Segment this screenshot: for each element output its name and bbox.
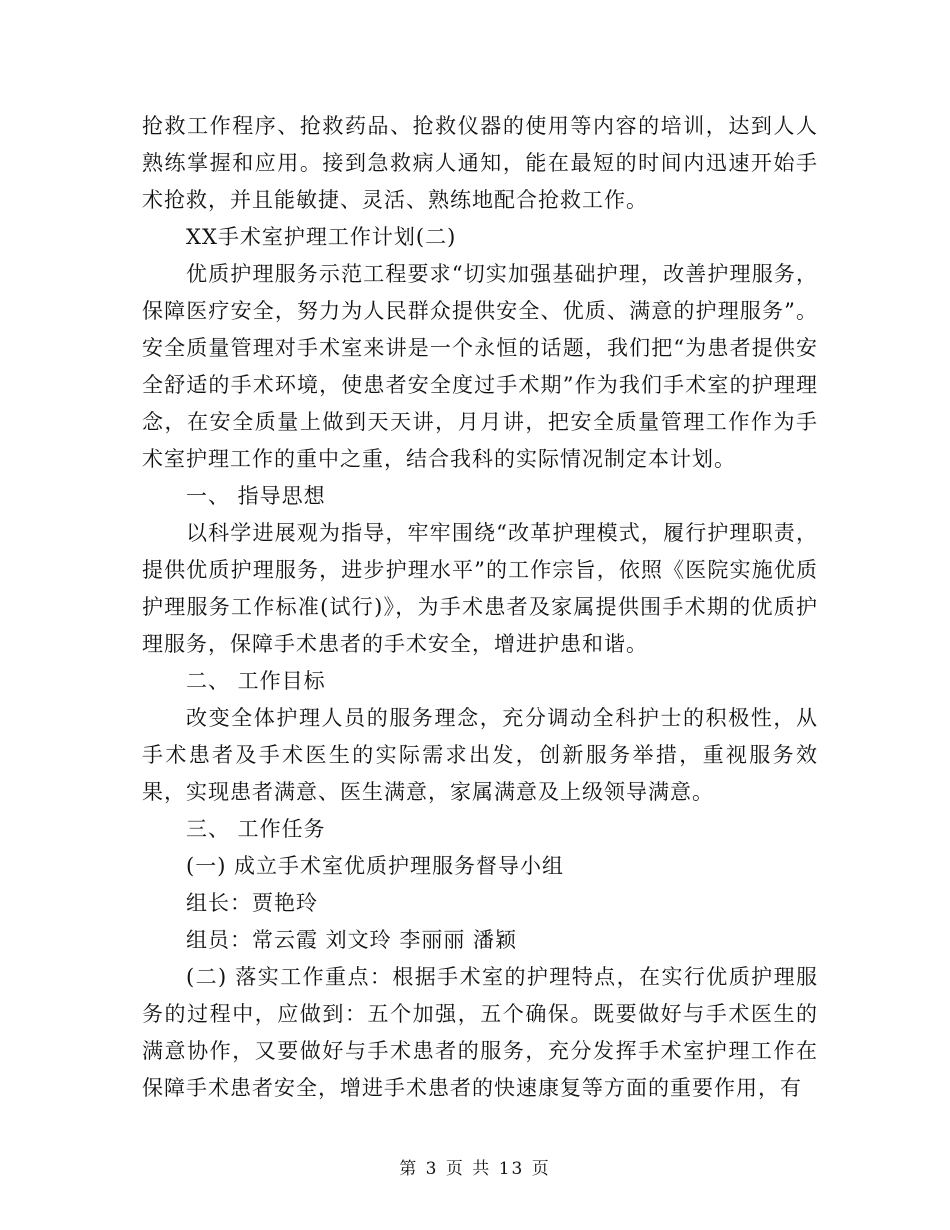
paragraph-continuation: 抢救工作程序、抢救药品、抢救仪器的使用等内容的培训，达到人人熟练掌握和应用。接到急救病人通知，能在最短的时间内迅速开始手术抢救，并且能敏捷、灵活、熟练地配合抢救工作。 [142,114,818,212]
page-footer: 第 3 页 共 13 页 [399,1159,551,1179]
heading-work-task: 三、 工作任务 [186,817,326,841]
heading-work-goal: 二、 工作目标 [186,669,326,693]
group-leader-line: 组长：贾艳玲 [186,891,318,915]
paragraph-guiding-thought: 以科学进展观为指导，牢牢围绕“改革护理模式，履行护理职责，提供优质护理服务，进步护理水平”的工作宗旨，依照《医院实施优质护理服务工作标准(试行)》，为手术患者及家属提供围手术期的优质护理服务，保障手术患者的手术安全，增进护患和谐。 [142,521,818,656]
group-members-line: 组员：常云霞 刘文玲 李丽丽 潘颖 [186,928,518,952]
paragraph-intro: 优质护理服务示范工程要求“切实加强基础护理，改善护理服务，保障医疗安全，努力为人民群众提供安全、优质、满意的护理服务”。安全质量管理对手术室来讲是一个永恒的话题，我们把“为患者提供安全舒适的手术环境，使患者安全度过手术期”作为我们手术室的护理理念，在安全质量上做到天天讲，月月讲，把安全质量管理工作作为手术室护理工作的重中之重，结合我科的实际情况制定本计划。 [142,262,818,471]
document-body [142,108,818,1107]
paragraph-work-goal: 改变全体护理人员的服务理念，充分调动全科护士的积极性，从手术患者及手术医生的实际需求出发，创新服务举措，重视服务效果，实现患者满意、医生满意，家属满意及上级领导满意。 [142,706,818,804]
subheading-supervision-group: (一) 成立手术室优质护理服务督导小组 [186,854,565,878]
heading-guiding-thought: 一、 指导思想 [186,484,326,508]
section-title: XX手术室护理工作计划(二) [186,225,457,249]
paragraph-work-focus: (二) 落实工作重点：根据手术室的护理特点，在实行优质护理服务的过程中，应做到：五个加强，五个确保。既要做好与手术医生的满意协作，又要做好与手术患者的服务，充分发挥手术室护理工作在保障手术患者安全，增进手术患者的快速康复等方面的重要作用，有 [142,965,818,1100]
